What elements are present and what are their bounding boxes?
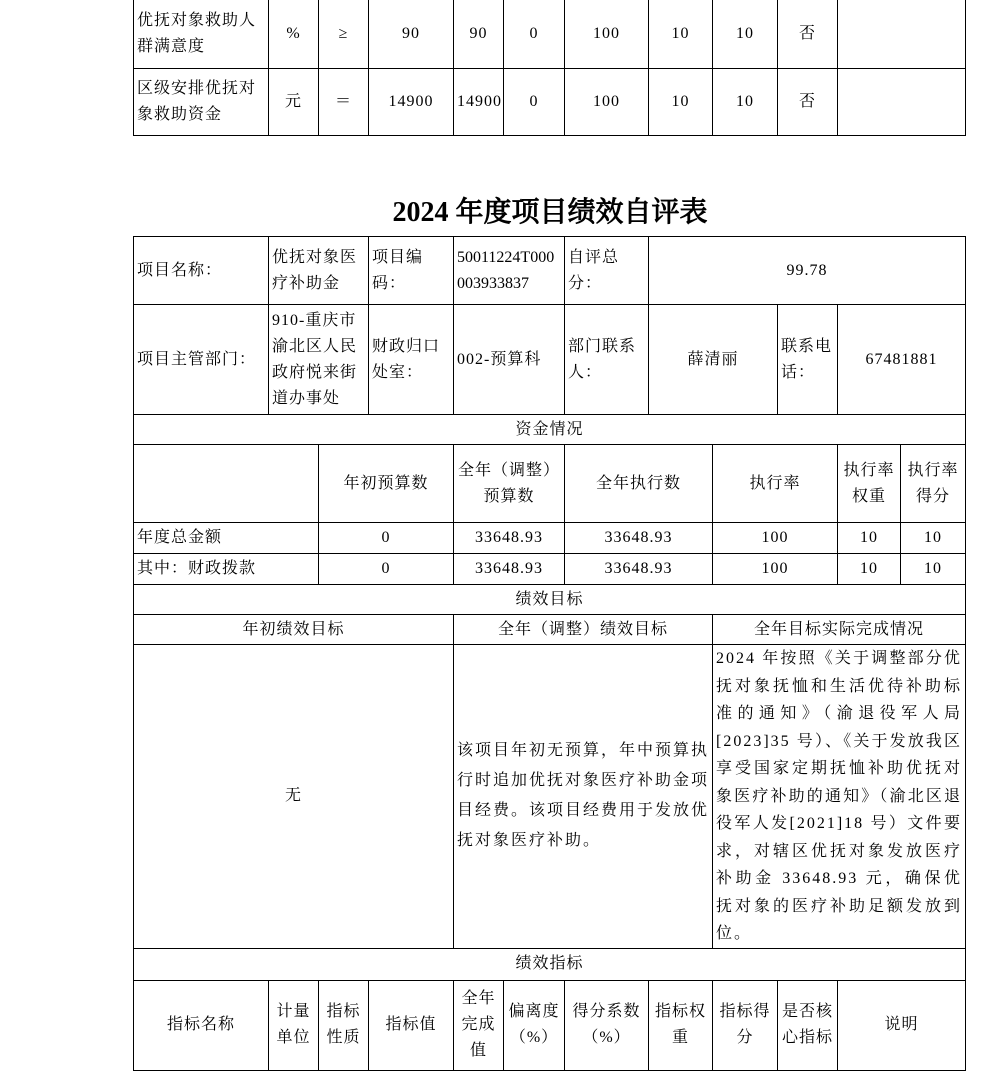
cell: 10 [901,554,966,585]
funds-header [134,445,966,523]
adjusted-goal: 该项目年初无预算，年中预算执行时追加优抚对象医疗补助金项目经费。该项目经费用于发放优抚对象医疗补助。 [454,645,713,949]
header-cell: 指标性质 [319,980,369,1070]
header-cell: 指标得分 [713,980,778,1070]
cell: 10 [901,523,966,554]
phone: 67481881 [838,305,966,415]
note [838,0,966,69]
cell: 33648.93 [454,554,565,585]
cell: 0 [319,554,454,585]
indicator-name: 区级安排优抚对象救助资金 [134,69,269,136]
actual: 90 [454,0,504,69]
header-cell: 得分系数（%） [565,980,649,1070]
header-cell: 全年完成值 [454,980,504,1070]
row-label: 年度总金额 [134,523,319,554]
cell: 10 [838,554,901,585]
cell: 10 [838,523,901,554]
goals-row [134,645,966,949]
score: 10 [713,0,778,69]
department: 910-重庆市渝北区人民政府悦来街道办事处 [269,305,369,415]
header-cell: 说明 [838,980,966,1070]
dept-label: 项目主管部门： [134,305,269,415]
initial-goal: 无 [134,645,454,949]
goals-header [134,615,966,645]
page-title: 2024 年度项目绩效自评表 [392,197,708,228]
cell: 0 [319,523,454,554]
unit: 元 [269,69,319,136]
cell: 33648.93 [565,554,713,585]
coef: 100 [565,0,649,69]
name-label: 项目名称： [134,237,269,305]
contact: 薛清丽 [649,305,778,415]
blank [134,445,319,523]
funds-row [134,523,966,554]
indicator-name: 优抚对象救助人群满意度 [134,0,269,69]
funds-section: 资金情况 [134,415,966,445]
goals-header-cell: 全年目标实际完成情况 [713,615,966,645]
project-name: 优抚对象医疗补助金 [269,237,369,305]
code-label: 项目编码： [369,237,454,305]
project-code: 50011224T000003933837 [454,237,565,305]
contact-label: 部门联系人： [565,305,649,415]
header-cell: 计量单位 [269,980,319,1070]
core: 否 [778,69,838,136]
operator: ＝ [319,69,369,136]
goals-header-cell: 年初绩效目标 [134,615,454,645]
weight: 10 [649,69,713,136]
actual: 14900 [454,69,504,136]
indicator-table-continued [133,0,966,136]
score-label: 自评总分： [565,237,649,305]
indicators-header [134,980,966,1070]
actual-completion: 2024 年按照《关于调整部分优抚对象抚恤和生活优待补助标准的通知》（渝退役军人局[2023]35 号）、《关于发放我区享受国家定期抚恤补助优抚对象医疗补助的通知》（渝北区退役军人发[2021]18 号）文件要求，对辖区优抚对象发放医疗补助金 33648.93 元，确保优抚对象的医疗补助足额发放到位。 [713,645,966,949]
info-row [134,237,966,305]
cell: 33648.93 [454,523,565,554]
funds-header-cell: 全年（调整）预算数 [454,445,565,523]
cell: 100 [713,554,838,585]
funds-row [134,554,966,585]
self-evaluation-table [133,236,966,1071]
weight: 10 [649,0,713,69]
funds-header-cell: 执行率 [713,445,838,523]
cell: 100 [713,523,838,554]
operator: ≥ [319,0,369,69]
coef: 100 [565,69,649,136]
deviation: 0 [504,0,565,69]
core: 否 [778,0,838,69]
row-label: 其中：财政拨款 [134,554,319,585]
header-cell: 指标值 [369,980,454,1070]
cell: 33648.93 [565,523,713,554]
goals-section: 绩效目标 [134,585,966,615]
phone-label: 联系电话： [778,305,838,415]
note [838,69,966,136]
unit: % [269,0,319,69]
header-cell: 是否核心指标 [778,980,838,1070]
finance-office: 002-预算科 [454,305,565,415]
finance-label: 财政归口处室： [369,305,454,415]
info-row [134,305,966,415]
self-score: 99.78 [649,237,966,305]
funds-header-cell: 执行率权重 [838,445,901,523]
header-cell: 偏离度（%） [504,980,565,1070]
target: 14900 [369,69,454,136]
table-row [134,69,966,136]
funds-header-cell: 年初预算数 [319,445,454,523]
goals-header-cell: 全年（调整）绩效目标 [454,615,713,645]
score: 10 [713,69,778,136]
indicators-section: 绩效指标 [134,948,966,980]
funds-header-cell: 执行率得分 [901,445,966,523]
funds-header-cell: 全年执行数 [565,445,713,523]
table-row [134,0,966,69]
target: 90 [369,0,454,69]
header-cell: 指标权重 [649,980,713,1070]
deviation: 0 [504,69,565,136]
header-cell: 指标名称 [134,980,269,1070]
